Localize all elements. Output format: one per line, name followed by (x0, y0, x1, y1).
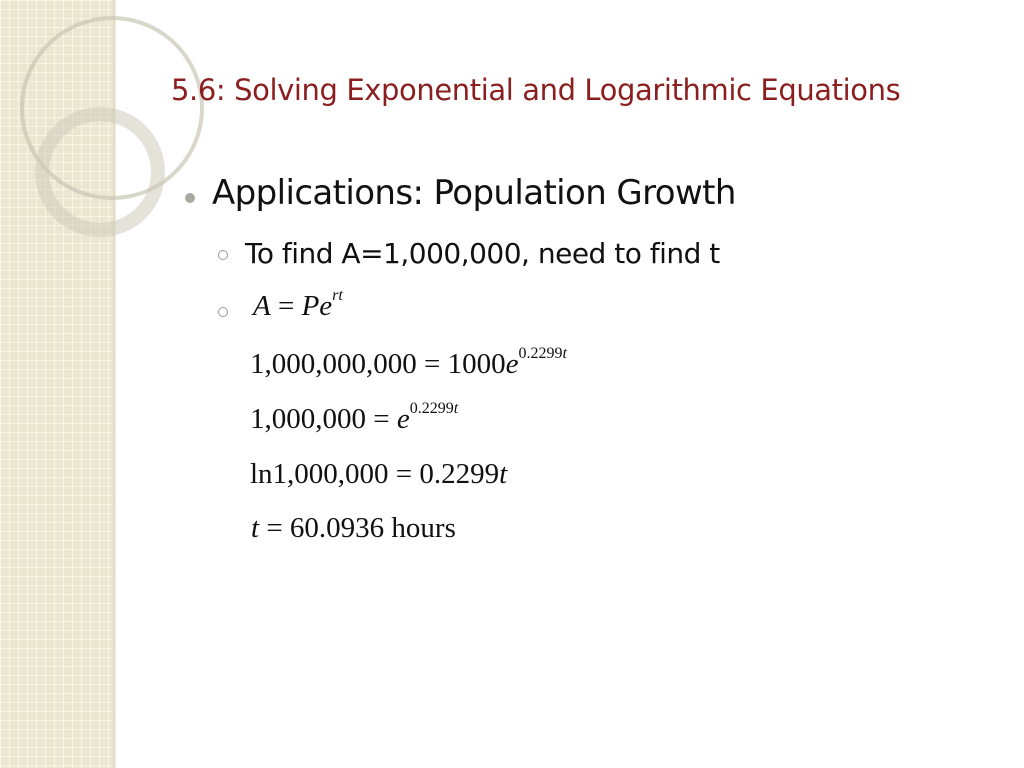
equation-formula: $A = Pe^{rt}$ (253, 287, 343, 322)
sidebar-divider (113, 0, 116, 768)
subbullet-text: To find A=1,000,000, need to find t (245, 237, 720, 270)
equation-step-3: ln1,000,000 = 0.2299t (250, 458, 508, 490)
bullet-text: Applications: Population Growth (212, 173, 736, 213)
decorative-sidebar (0, 0, 113, 768)
subbullet-marker (218, 250, 228, 260)
bullet-marker (185, 193, 195, 203)
equation-result: t = 60.0936 hours (251, 512, 456, 544)
subbullet-marker-equation (218, 307, 228, 317)
equation-step-1: $1,000,000,000 = 1000e^{0.2299t}$ (250, 345, 567, 380)
equation-step-2: $1,000,000 = e^{0.2299t}$ (250, 400, 459, 435)
slide-title: 5.6: Solving Exponential and Logarithmic Equations (171, 73, 901, 107)
